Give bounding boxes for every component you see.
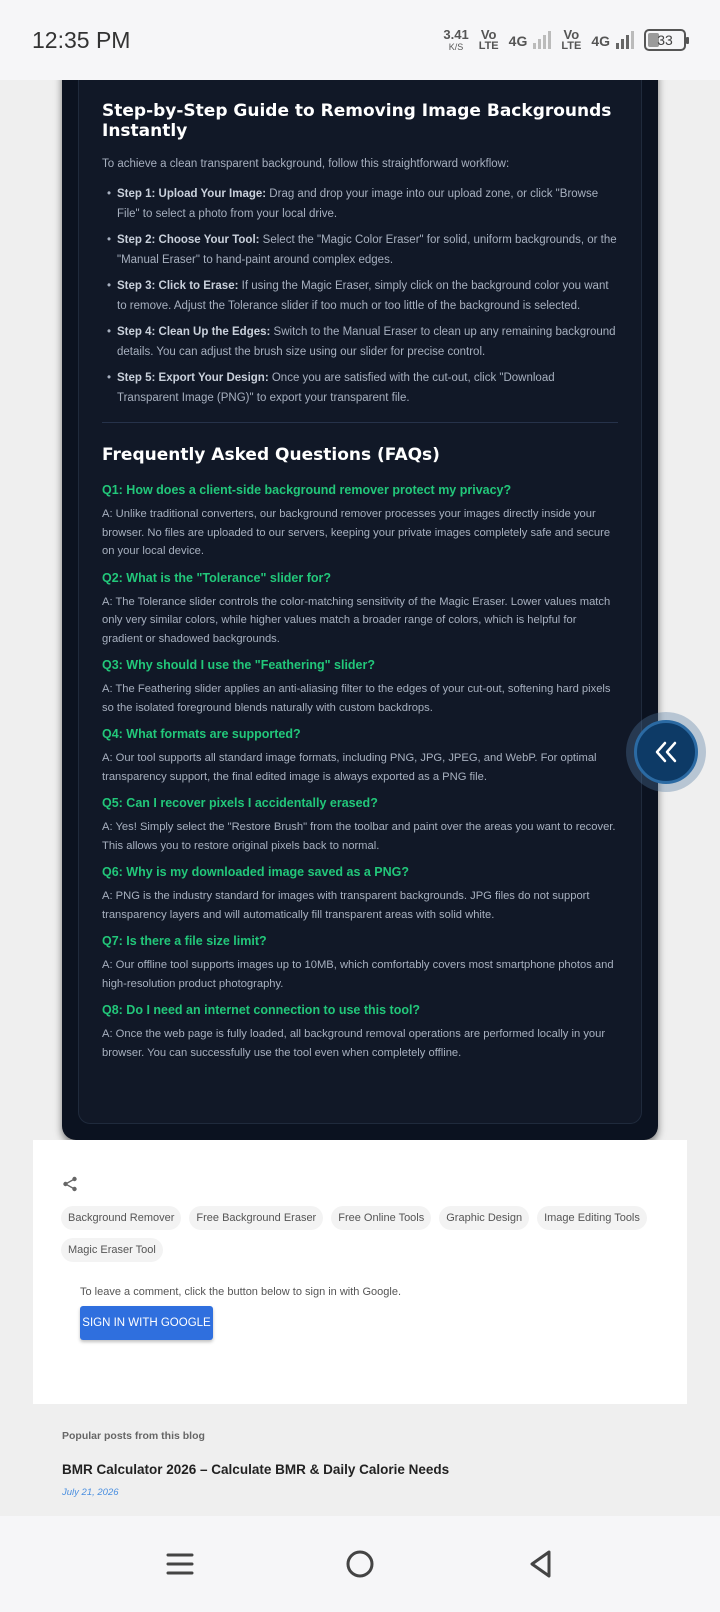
tag-chip[interactable]: Image Editing Tools bbox=[537, 1206, 647, 1230]
step-item bbox=[102, 322, 618, 362]
tag-chip[interactable]: Free Online Tools bbox=[331, 1206, 431, 1230]
faq-title: Frequently Asked Questions (FAQs) bbox=[102, 445, 440, 465]
faq-question: Q7: Is there a file size limit? bbox=[102, 934, 267, 948]
network-speed-unit: K/S bbox=[448, 42, 464, 52]
article-content bbox=[78, 60, 642, 1124]
signal-2 bbox=[591, 31, 634, 49]
faq-answer: A: Our tool supports all standard image formats, including PNG, JPG, JPEG, and WebP. For optimal transparency support, the final edited image is always exported as a PNG file. bbox=[102, 752, 597, 783]
faq-answer: A: PNG is the industry standard for images with transparent backgrounds. JPG files do not support transparency layers and will automatically fill transparent areas with solid white. bbox=[102, 890, 590, 921]
step-label: Step 3: Click to Erase: bbox=[117, 280, 239, 292]
step-text: Drag and drop your image into our upload zone, or click "Browse File" to select a photo from your local drive. bbox=[117, 188, 599, 220]
double-chevron-left-icon bbox=[651, 737, 681, 767]
signal-1 bbox=[509, 31, 552, 49]
tag-chip[interactable]: Graphic Design bbox=[439, 1206, 529, 1230]
battery-level: 33 bbox=[657, 32, 673, 48]
step-text: Switch to the Manual Eraser to clean up any remaining background details. You can adjust the brush size using our slider for precise control. bbox=[117, 326, 616, 358]
signal-2-net: 4G bbox=[591, 33, 610, 49]
step-text: Select the "Magic Color Eraser" for solid, uniform backgrounds, or the "Manual Eraser" to hand-paint around complex edges. bbox=[117, 234, 617, 266]
tag-chip[interactable]: Free Background Eraser bbox=[189, 1206, 323, 1230]
back-icon bbox=[520, 1544, 560, 1584]
faq-list bbox=[102, 483, 618, 1062]
floating-button-ring bbox=[626, 712, 706, 792]
home-icon bbox=[340, 1544, 380, 1584]
faq-answer: A: Yes! Simply select the "Restore Brush" from the toolbar and paint over the areas you want to recover. This allows you to restore original pixels back to normal. bbox=[102, 821, 616, 852]
article-card bbox=[62, 60, 658, 1140]
faq-answer: A: Our offline tool supports images up to 10MB, which comfortably covers most smartphone photos and high-resolution product photography. bbox=[102, 959, 614, 990]
floating-collapse-button[interactable] bbox=[634, 720, 698, 784]
step-label: Step 4: Clean Up the Edges: bbox=[117, 326, 271, 338]
volte-1-bottom: LTE bbox=[478, 40, 499, 52]
network-speed bbox=[443, 28, 468, 52]
step-label: Step 2: Choose Your Tool: bbox=[117, 234, 260, 246]
clock: 12:35 PM bbox=[32, 26, 131, 53]
step-item bbox=[102, 368, 618, 408]
faq-question: Q4: What formats are supported? bbox=[102, 727, 301, 741]
signal-1-net: 4G bbox=[508, 33, 528, 49]
step-label: Step 1: Upload Your Image: bbox=[117, 188, 267, 200]
faq-answer: A: The Feathering slider applies an anti-aliasing filter to the edges of your cut-out, softening hard pixels so the isolated foreground blends naturally with custom backdrops. bbox=[102, 683, 611, 714]
volte-1 bbox=[479, 28, 499, 52]
faq-question: Q1: How does a client-side background remover protect my privacy? bbox=[102, 483, 512, 497]
recent-apps-icon bbox=[160, 1544, 200, 1584]
step-label: Step 5: Export Your Design: bbox=[117, 372, 269, 384]
guide-intro: To achieve a clean transparent background, follow this straightforward workflow: bbox=[102, 158, 510, 170]
faq-question: Q5: Can I recover pixels I accidentally erased? bbox=[102, 796, 378, 810]
home-button[interactable] bbox=[340, 1544, 380, 1584]
status-bar bbox=[0, 0, 720, 80]
network-speed-value: 3.41 bbox=[443, 27, 469, 42]
signal-bars-icon bbox=[533, 31, 551, 49]
comment-hint: To leave a comment, click the button below to sign in with Google. bbox=[80, 1286, 402, 1298]
faq-question: Q2: What is the "Tolerance" slider for? bbox=[102, 570, 332, 585]
tag-chip[interactable]: Magic Eraser Tool bbox=[61, 1238, 163, 1262]
back-button[interactable] bbox=[520, 1544, 560, 1584]
popular-post-date: July 21, 2026 bbox=[62, 1487, 119, 1498]
volte-2 bbox=[561, 28, 581, 52]
share-icon bbox=[62, 1176, 78, 1192]
navigation-bar bbox=[0, 1516, 720, 1612]
section-divider bbox=[102, 422, 618, 423]
volte-2-top: Vo bbox=[563, 27, 580, 42]
popular-posts-heading: Popular posts from this blog bbox=[62, 1430, 205, 1442]
volte-2-bottom: LTE bbox=[561, 40, 582, 52]
guide-title: Step-by-Step Guide to Removing Image Backgrounds Instantly bbox=[102, 101, 612, 141]
popular-post-title[interactable]: BMR Calculator 2026 – Calculate BMR & Daily Calorie Needs bbox=[62, 1462, 450, 1477]
step-item bbox=[102, 276, 618, 316]
faq-question: Q6: Why is my downloaded image saved as a PNG? bbox=[102, 865, 410, 879]
faq-question: Q3: Why should I use the "Feathering" slider? bbox=[102, 658, 375, 672]
faq-answer: A: Once the web page is fully loaded, all background removal operations are performed locally in your browser. You can successfully use the tool even when completely offline. bbox=[102, 1028, 606, 1059]
share-button[interactable] bbox=[62, 1176, 78, 1197]
volte-1-top: Vo bbox=[480, 27, 497, 42]
faq-question: Q8: Do I need an internet connection to use this tool? bbox=[102, 1003, 421, 1017]
tag-list bbox=[61, 1206, 661, 1262]
step-text: Once you are satisfied with the cut-out, click "Download Transparent Image (PNG)" to export your transparent file. bbox=[117, 372, 555, 404]
battery-icon bbox=[644, 29, 686, 51]
signal-bars-icon bbox=[616, 31, 634, 49]
step-item bbox=[102, 230, 618, 270]
faq-answer: A: Unlike traditional converters, our background remover processes your images directly inside your browser. No files are uploaded to our servers, keeping your private images completely safe and secure on your local device. bbox=[102, 508, 611, 557]
step-item bbox=[102, 184, 618, 224]
recent-apps-button[interactable] bbox=[160, 1544, 200, 1584]
post-footer bbox=[33, 1140, 687, 1404]
step-text: If using the Magic Eraser, simply click on the background color you want to remove. Adjust the Tolerance slider if too much or too little of the background is selected. bbox=[117, 280, 609, 312]
status-icons bbox=[443, 28, 686, 52]
tag-chip[interactable]: Background Remover bbox=[61, 1206, 181, 1230]
faq-answer: A: The Tolerance slider controls the color-matching sensitivity of the Magic Eraser. Lower values match only very similar colors, while higher values match a broader range of colors, which is helpful for gradient or shadowed backgrounds. bbox=[102, 595, 611, 645]
sign-in-with-google-button[interactable]: SIGN IN WITH GOOGLE bbox=[80, 1306, 213, 1340]
steps-list bbox=[102, 184, 618, 408]
